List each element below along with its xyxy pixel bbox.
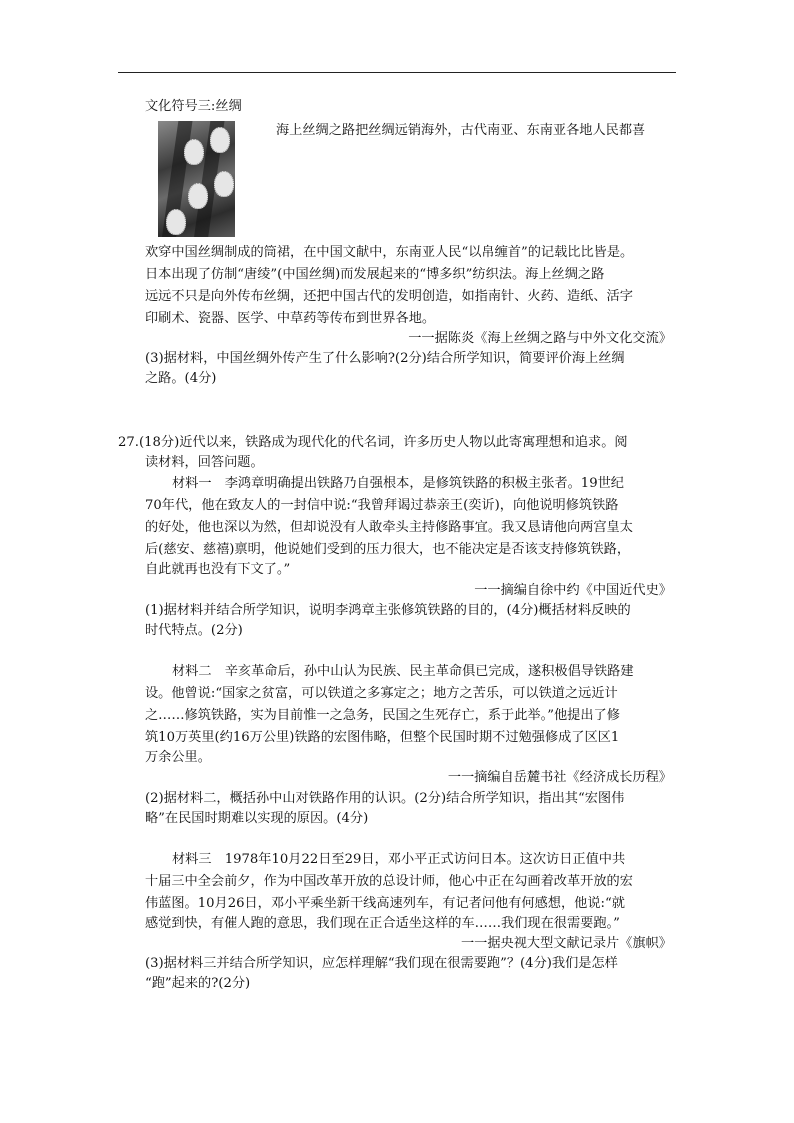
question-3-line: (3)据材料，中国丝绸外传产生了什么影响?(2分)结合所学知识，简要评价海上丝绸 — [145, 351, 625, 366]
material-3-line: 感觉到快，有催人跑的意思，我们现在正合适坐这样的车……我们现在很需要跑。” — [145, 916, 620, 931]
section-heading: 文化符号三:丝绸 — [145, 99, 242, 114]
silk-intro-text: 海上丝绸之路把丝绸远销海外，古代南亚、东南亚各地人民都喜 — [276, 123, 646, 138]
question-2-line: (2)据材料二，概括孙中山对铁路作用的认识。(2分)结合所学知识，指出其“宏图伟 — [145, 791, 625, 806]
silk-para-line: 远远不只是向外传布丝绸，还把中国古代的发明创造，如指南针、火药、造纸、活字 — [145, 289, 633, 304]
question-3b-line: (3)据材料三并结合所学知识，应怎样理解“我们现在很需要跑”？(4分)我们是怎样 — [145, 956, 618, 971]
material-1-line: 70年代，他在致友人的一封信中说:“我曾拜谒过恭亲王(奕䜣)，向他说明修筑铁路 — [145, 498, 619, 513]
question-2-line: 略”在民国时期难以实现的原因。(4分) — [145, 811, 369, 826]
material-2-source: 一一摘编自岳麓书社《经济成长历程》 — [447, 770, 672, 785]
material-1-line: 的好处，他也深以为然，但却说没有人敢牵头主持修路事宜。我又恳请他向两宫皇太 — [145, 520, 633, 535]
silk-fabric-photo — [158, 121, 235, 237]
silk-para-line: 印刷术、瓷器、医学、中草药等传布到世界各地。 — [145, 311, 436, 326]
material-3-line: 材料三 1978年10月22日至29日，邓小平正式访问日本。这次访日正值中共 — [172, 852, 626, 867]
material-2-line: 筑10万英里(约16万公里)铁路的宏图伟略，但整个民国时期不过勉强修成了区区1 — [145, 730, 620, 745]
question-3b-line: “跑”起来的?(2分) — [145, 976, 251, 991]
material-3-line: 十届三中全会前夕，作为中国改革开放的总设计师，他心中正在勾画着改革开放的宏 — [145, 874, 633, 889]
question-1-line: 时代特点。(2分) — [145, 623, 243, 638]
silk-para-line: 日本出现了仿制“唐绫”(中国丝绸)而发展起来的“博多织”纺织法。海上丝绸之路 — [145, 267, 605, 282]
material-2-line: 材料二 辛亥革命后，孙中山认为民族、民主革命俱已完成，遂积极倡导铁路建 — [172, 664, 634, 679]
question-3-line: 之路。(4分) — [145, 371, 217, 386]
q27-intro-line: 27.(18分)近代以来，铁路成为现代化的代名词，许多历史人物以此寄寓理想和追求。阅 — [118, 435, 628, 450]
material-1-line: 自此就再也没有下文了。” — [145, 562, 291, 577]
material-1-line: 材料一 李鸿章明确提出铁路乃自强根本，是修筑铁路的积极主张者。19世纪 — [172, 476, 624, 491]
question-1-line: (1)据材料并结合所学知识，说明李鸿章主张修筑铁路的目的，(4分)概括材料反映的 — [145, 603, 631, 618]
material-2-line: 之……修筑铁路，实为目前惟一之急务，民国之生死存亡，系于此举。”他提出了修 — [145, 708, 620, 723]
header-rule — [118, 72, 676, 73]
q27-intro-line: 读材料，回答问题。 — [145, 455, 264, 470]
material-1-source: 一一摘编自徐中约《中国近代史》 — [474, 583, 672, 598]
silk-para-line: 欢穿中国丝绸制成的筒裙，在中国文献中，东南亚人民“以帛缠首”的记载比比皆是。 — [145, 245, 634, 260]
material-1-line: 后(慈安、慈禧)禀明，他说她们受到的压力很大，也不能决定是否该支持修筑铁路， — [145, 542, 631, 557]
material-3-line: 伟蓝图。10月26日，邓小平乘坐新干线高速列车，有记者问他有何感想，他说:“就 — [145, 896, 625, 911]
material-2-line: 万余公里。 — [145, 750, 211, 765]
material-2-line: 设。他曾说:“国家之贫富，可以铁道之多寡定之；地方之苦乐，可以铁道之远近计 — [145, 686, 618, 701]
material-3-source: 一一据央视大型文献记录片《旗帜》 — [461, 936, 672, 951]
silk-source: 一一据陈炎《海上丝绸之路与中外文化交流》 — [408, 331, 672, 346]
